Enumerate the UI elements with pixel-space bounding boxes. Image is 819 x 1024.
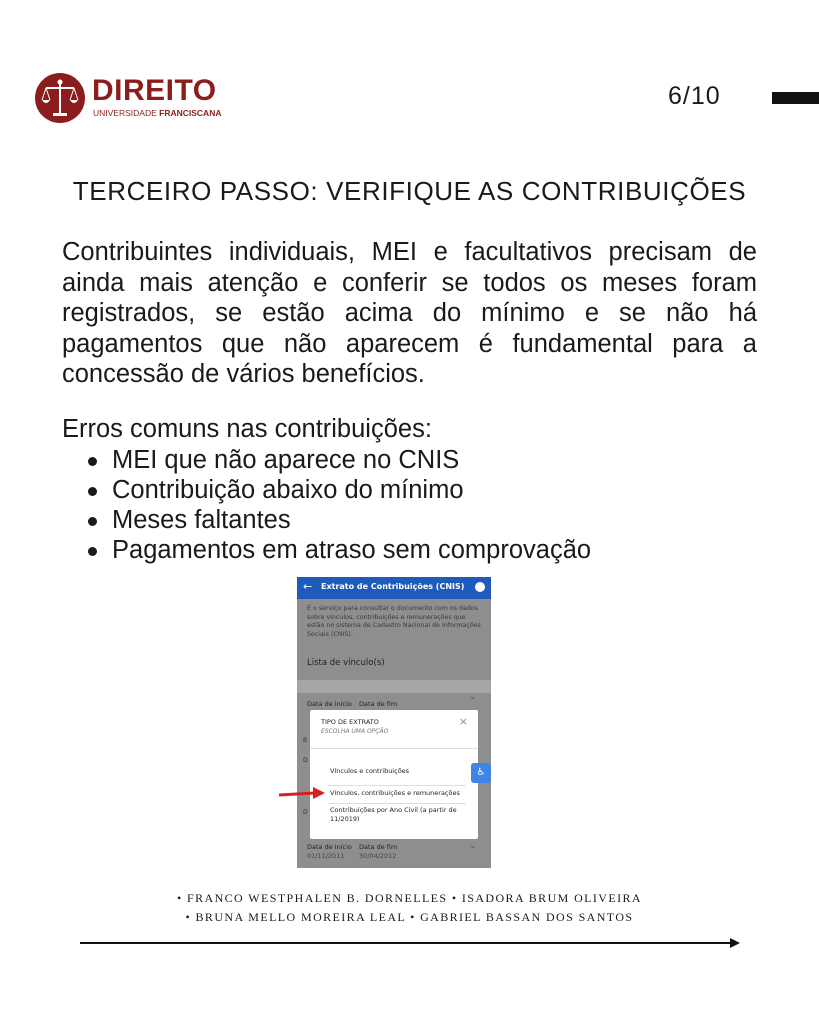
- list-item: MEI que não aparece no CNIS: [86, 445, 591, 475]
- page-number: 6/10: [668, 82, 721, 110]
- option-separator: [328, 785, 466, 786]
- list-item: Pagamentos em atraso sem comprovação: [86, 535, 591, 565]
- service-description: É o serviço para consultar o documento com os dados sobre vínculos, contribuições e remunerações que estão no sistema de Cadastro Nacional de Informações Sociais (CNIS).: [307, 605, 481, 638]
- cnis-app-screenshot: [297, 577, 491, 868]
- red-arrow-icon: [277, 787, 325, 801]
- list-item: Meses faltantes: [86, 505, 591, 535]
- option-ano-civil[interactable]: Contribuições por Ano Civil (a partir de 11/2019): [330, 806, 457, 823]
- credits-line: • BRUNA MELLO MOREIRA LEAL • GABRIEL BASSAN DOS SANTOS: [185, 910, 634, 924]
- logo-subtitle: [93, 108, 221, 118]
- end-date-label: Data de fim: [359, 700, 398, 708]
- body-paragraph: Contribuintes individuais, MEI e facultativos precisam de ainda mais atenção e conferir se todos os meses foram registrados, se estão acima do mínimo e se não há pagamentos que não aparecem é fundamental para a concessão de vários benefícios.: [62, 238, 757, 388]
- list-title: Lista de vínculo(s): [307, 658, 385, 668]
- app-bar: [297, 577, 491, 599]
- accessibility-icon[interactable]: ♿: [471, 763, 491, 783]
- university-logo: [34, 72, 224, 126]
- chevron-down-icon[interactable]: ⌄: [469, 692, 477, 702]
- start-date-value: 01/11/2011: [307, 852, 345, 860]
- logo-subtitle-prefix: UNIVERSIDADE: [93, 108, 157, 118]
- app-title: Extrato de Contribuições (CNIS): [321, 582, 465, 591]
- modal-divider: [310, 748, 478, 749]
- logo-title: DIREITO: [92, 74, 217, 107]
- page-indicator-bar: [772, 92, 819, 104]
- modal-title: TIPO DE EXTRATO: [321, 718, 379, 726]
- back-arrow-icon[interactable]: ←: [303, 580, 313, 593]
- errors-list: [86, 445, 591, 565]
- list-item: Contribuição abaixo do mínimo: [86, 475, 591, 505]
- logo-subtitle-strong: FRANCISCANA: [159, 108, 222, 118]
- start-date-label: Data de início: [307, 700, 352, 708]
- chevron-down-icon[interactable]: ⌄: [469, 841, 477, 851]
- divider-strip: [297, 680, 491, 693]
- authors-credits: [0, 889, 819, 927]
- end-date-label: Data de fim: [359, 843, 398, 851]
- option-vinculos-contribuicoes[interactable]: Vínculos e contribuições: [330, 767, 410, 775]
- option-separator: [328, 803, 466, 804]
- user-icon[interactable]: [475, 582, 485, 592]
- footer-arrow-line: [80, 936, 740, 950]
- credits-line: • FRANCO WESTPHALEN B. DORNELLES • ISADORA BRUM OLIVEIRA: [177, 891, 642, 905]
- modal-subtitle: ESCOLHA UMA OPÇÃO: [321, 728, 389, 735]
- close-icon[interactable]: ×: [458, 715, 468, 728]
- option-vinculos-remuneracoes[interactable]: Vínculos, contribuições e remunerações: [330, 789, 460, 797]
- scales-of-justice-icon: [34, 72, 86, 124]
- errors-label: Erros comuns nas contribuições:: [62, 415, 432, 443]
- end-date-value: 30/04/2012: [359, 852, 397, 860]
- side-marker: B: [303, 737, 308, 744]
- extract-type-modal: [310, 710, 478, 839]
- page-title: TERCEIRO PASSO: VERIFIQUE AS CONTRIBUIÇÕES: [72, 176, 747, 206]
- side-marker: D: [303, 757, 308, 764]
- side-marker: D: [303, 809, 308, 816]
- start-date-label: Data de início: [307, 843, 352, 851]
